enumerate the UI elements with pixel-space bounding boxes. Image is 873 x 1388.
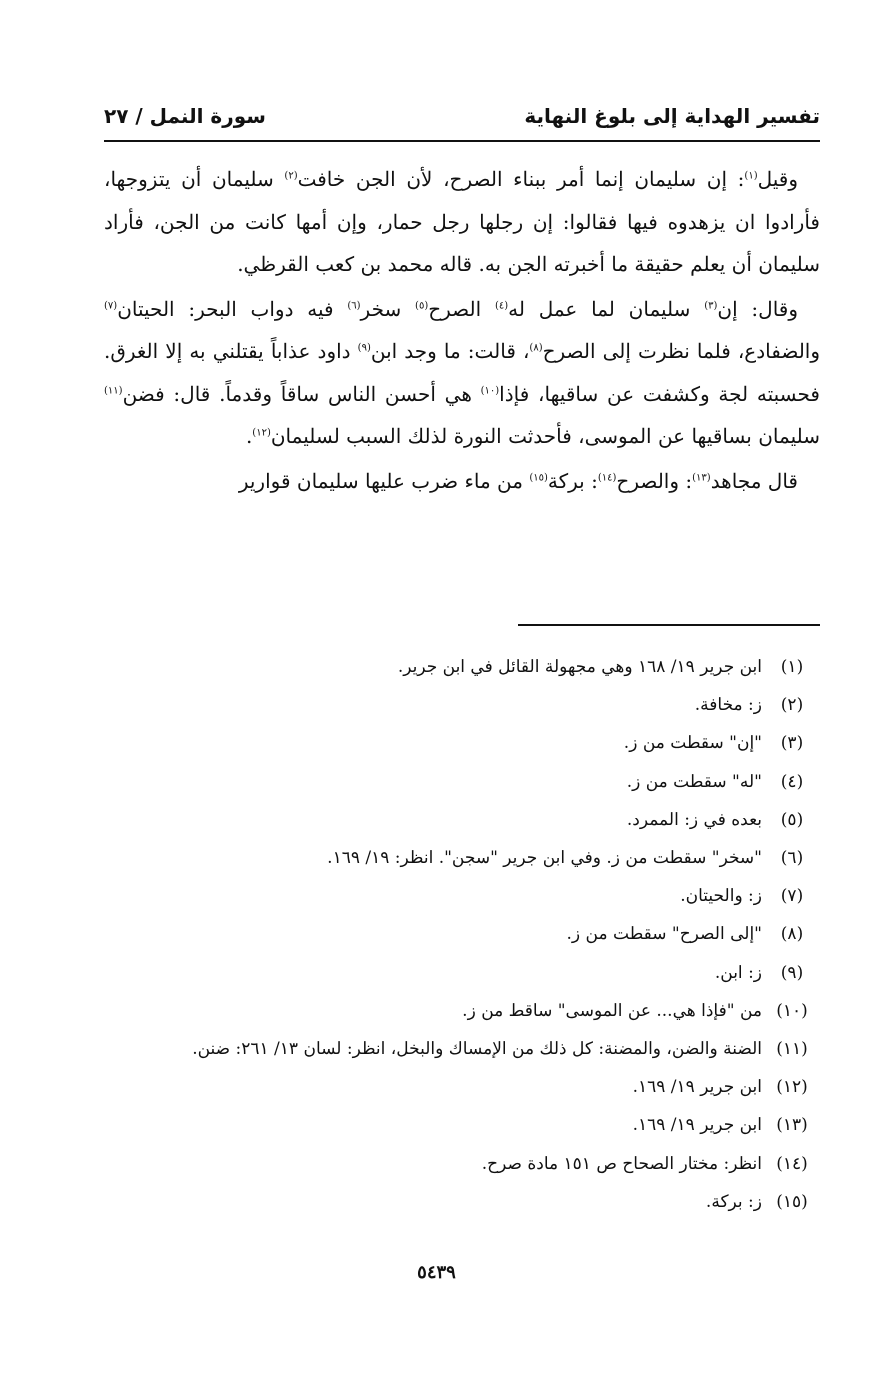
footnote-ref: (١٤) — [597, 471, 617, 483]
text-span: سخر — [360, 296, 416, 321]
footnote-ref: (١١) — [104, 384, 123, 396]
footnote-number: (٢) — [780, 695, 804, 716]
footnote-number: (١١) — [776, 1038, 808, 1059]
footnote-text: "سخر" سقطت من ز. وفي ابن جرير "سجن". انظر: ١٩/ ١٦٩. — [327, 848, 762, 869]
footnote-ref: (٨) — [529, 342, 543, 354]
footnote-number: (١٥) — [776, 1191, 808, 1212]
paragraph-2 — [104, 288, 820, 458]
text-span: : والصرح — [616, 468, 693, 493]
text-span: سليمان أن يتزوجها، فأرادوا ان يزهدوه فيها فقالوا: إن رجلها رجل حمار، وإن أمها كانت من الجن، فأراد سليمان أن يعلم حقيقة ما أخبرته الجن به. قاله محمد بن كعب القرظي. — [104, 167, 820, 276]
footnote-ref: (٦) — [347, 299, 361, 311]
footnote-text: "إن" سقطت من ز. — [623, 733, 762, 754]
text-span: سليمان لما عمل له — [508, 296, 705, 321]
paragraph-3 — [104, 460, 820, 503]
text-span: من ماء ضرب عليها سليمان قوارير — [238, 468, 530, 493]
footnote-divider — [518, 624, 820, 626]
footnote-text: ز: بركة. — [705, 1191, 762, 1212]
text-span: سليمان بساقيها عن الموسى، فأحدثت النورة لذلك السبب لسليمان — [270, 424, 820, 448]
footnote-text: بعده في ز: الممرد. — [626, 809, 762, 830]
footnote-text: ابن جرير ١٩/ ١٦٩. — [632, 1115, 762, 1136]
footnote-text: "إلى الصرح" سقطت من ز. — [566, 924, 762, 945]
text-span: : بركة — [547, 468, 598, 493]
footnote-text: ابن جرير ١٩/ ١٦٩. — [632, 1077, 762, 1098]
footnote-ref: (١٥) — [529, 471, 548, 483]
main-text — [104, 158, 820, 502]
footnote-item — [104, 915, 822, 953]
text-span: الصرح — [428, 296, 495, 321]
footnotes-list — [104, 648, 822, 1221]
footnote-item — [104, 1144, 822, 1182]
footnote-item — [104, 763, 822, 801]
paragraph-1 — [104, 158, 820, 286]
footnote-text: الضنة والضن، والمضنة: كل ذلك من الإمساك والبخل، انظر: لسان ١٣/ ٢٦١: ضنن. — [192, 1038, 762, 1059]
footnote-ref: (٧) — [104, 299, 118, 311]
text-span: هي أحسن الناس ساقاً وقدماً. قال: فضن — [122, 381, 481, 406]
text-span: والضفادع، فلما نظرت إلى الصرح — [542, 339, 821, 363]
book-title: تفسير الهداية إلى بلوغ النهاية — [524, 104, 820, 128]
footnote-text: من "فإذا هي... عن الموسى" ساقط من ز. — [462, 1000, 762, 1021]
footnote-ref: (١٣) — [692, 471, 711, 483]
text-span: فيه دواب البحر: الحيتان — [117, 296, 348, 321]
footnote-ref: (٩) — [357, 342, 371, 354]
footnote-number: (١٣) — [776, 1115, 808, 1136]
footnote-number: (٧) — [780, 886, 804, 907]
running-header — [104, 98, 820, 134]
footnote-number: (٨) — [780, 924, 804, 945]
footnote-ref: (١) — [744, 170, 758, 182]
footnote-number: (١) — [780, 657, 804, 678]
footnote-item — [104, 1183, 822, 1221]
text-span: ، قالت: ما وجد ابن — [370, 339, 530, 363]
footnote-text: ز: والحيتان. — [680, 886, 762, 907]
footnote-text: ز: مخافة. — [694, 695, 762, 716]
footnote-number: (١٤) — [776, 1153, 808, 1174]
footnote-number: (٤) — [780, 771, 804, 792]
text-span: وقال: إن — [717, 296, 799, 321]
footnote-text: "له" سقطت من ز. — [626, 771, 762, 792]
footnote-number: (١٢) — [776, 1077, 808, 1098]
footnote-number: (١٠) — [776, 1000, 808, 1021]
footnote-number: (٣) — [780, 733, 804, 754]
footnote-item — [104, 992, 822, 1030]
text-span: داود عذاباً يقتلني به إلا الغرق. فحسبته لجة وكشفت عن ساقيها، فإذا — [104, 339, 820, 406]
text-span: : إن سليمان إنما أمر ببناء الصرح، لأن الجن خافت — [297, 167, 745, 191]
footnote-item — [104, 686, 822, 724]
footnote-number: (٥) — [780, 809, 804, 830]
footnote-item — [104, 648, 822, 686]
footnote-ref: (٣) — [704, 299, 718, 311]
footnote-item — [104, 724, 822, 762]
text-span: . — [245, 424, 253, 448]
footnote-item — [104, 801, 822, 839]
footnote-item — [104, 839, 822, 877]
footnote-text: ابن جرير ١٩/ ١٦٨ وهي مجهولة القائل في ابن جرير. — [397, 657, 762, 678]
footnote-number: (٩) — [780, 962, 804, 983]
footnote-ref: (١٠) — [480, 384, 500, 396]
footnote-item — [104, 954, 822, 992]
footnote-number: (٦) — [780, 848, 804, 869]
footnote-text: ز: ابن. — [714, 962, 762, 983]
footnote-ref: (٥) — [415, 299, 429, 311]
footnote-item — [104, 877, 822, 915]
footnote-item — [104, 1068, 822, 1106]
footnote-item — [104, 1106, 822, 1144]
header-divider — [104, 140, 820, 142]
text-span: قال مجاهد — [710, 468, 798, 493]
footnote-item — [104, 1030, 822, 1068]
footnote-ref: (١٢) — [252, 427, 271, 439]
surah-reference: سورة النمل / ٢٧ — [104, 104, 266, 128]
footnote-ref: (٢) — [284, 170, 298, 182]
footnote-text: انظر: مختار الصحاح ص ١٥١ مادة صرح. — [481, 1153, 762, 1174]
footnote-ref: (٤) — [494, 299, 509, 311]
text-span: وقيل — [757, 167, 798, 191]
page-number: ٥٤٣٩ — [417, 1262, 456, 1283]
